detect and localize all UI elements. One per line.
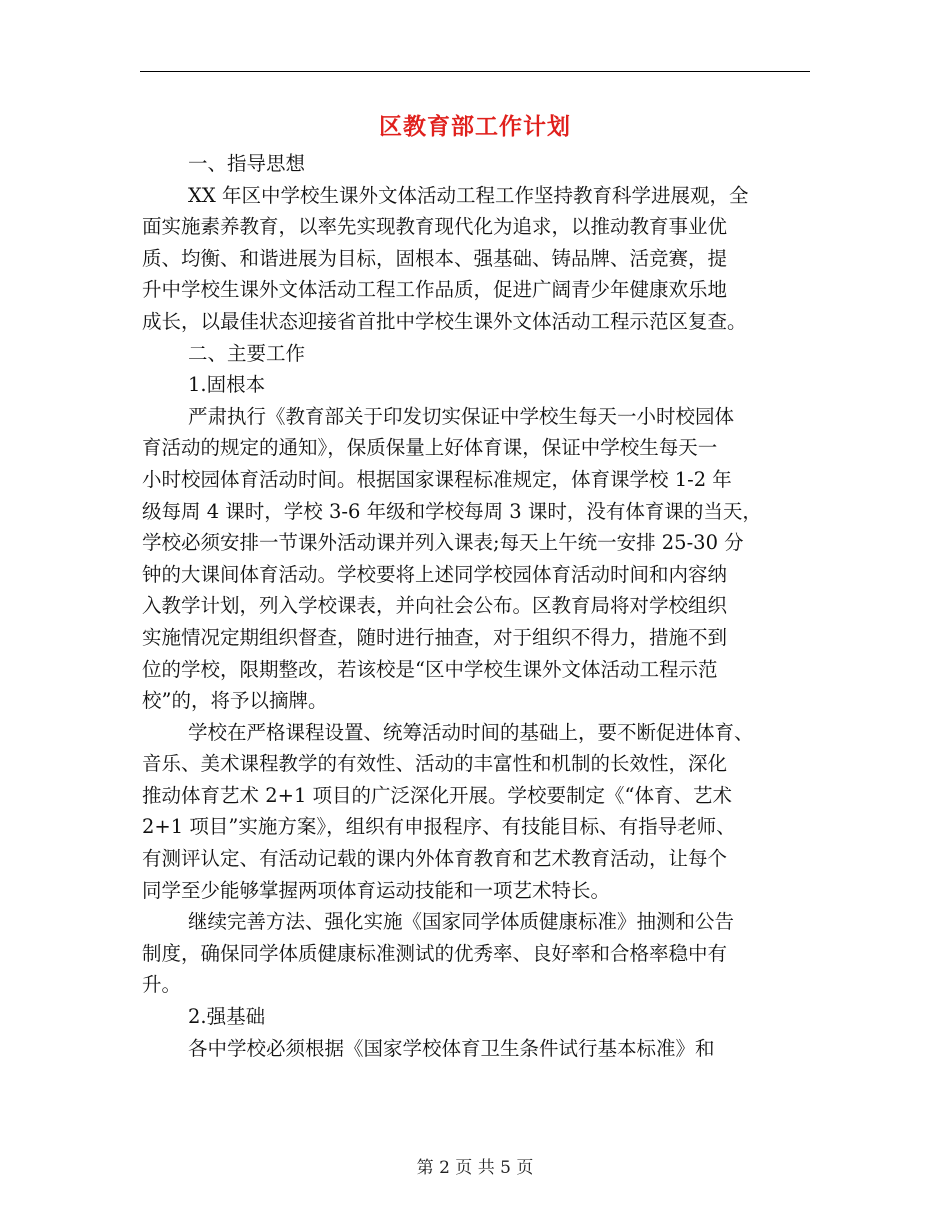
text-line: 学校必须安排一节课外活动课并列入课表;每天上午统一安排 25-30 分 [142,531,744,555]
text-line: 位的学校，限期整改，若该校是“区中学校生课外文体活动工程示范 [142,657,718,681]
text-line: 入教学计划，列入学校课表，并向社会公布。区教育局将对学校组织 [142,594,728,618]
text-line: 质、均衡、和谐进展为目标，固根本、强基础、铸品牌、活竞赛，提 [142,246,728,270]
text-line: 1.固根本 [188,373,266,397]
text-line: 有测评认定、有活动记载的课内外体育教育和艺术教育活动，让每个 [142,847,728,871]
text-line: 学校在严格课程设置、统筹活动时间的基础上，要不断促进体育、 [188,720,754,744]
text-line: 严肃执行《教育部关于印发切实保证中学校生每天一小时校园体 [188,404,735,428]
page-footer: 第 2 页 共 5 页 [416,1158,534,1178]
text-line: 升中学校生课外文体活动工程工作品质，促进广阔青少年健康欢乐地 [142,278,728,302]
text-line: 育活动的规定的通知》，保质保量上好体育课，保证中学校生每天一 [142,436,718,460]
text-line: 级每周 4 课时，学校 3-6 年级和学校每周 3 课时，没有体育课的当天， [142,499,762,523]
text-line: 各中学校必须根据《国家学校体育卫生条件试行基本标准》和 [188,1036,715,1060]
text-line: 继续完善方法、强化实施《国家同学体质健康标准》抽测和公告 [188,910,735,934]
text-line: 升。 [142,973,182,997]
text-line: 面实施素养教育，以率先实现教育现代化为追求，以推动教育事业优 [142,215,728,239]
document-title: 区教育部工作计划 [379,113,571,140]
text-line: 2+1 项目”实施方案》，组织有申报程序、有技能目标、有指导老师、 [142,815,736,839]
text-line: 推动体育艺术 2+1 项目的广泛深化开展。学校要制定《“体育、艺术 [142,783,733,807]
text-line: 一、指导思想 [188,152,306,175]
text-line: XX 年区中学校生课外文体活动工程工作坚持教育科学进展观，全 [188,183,749,207]
text-line: 成长，以最佳状态迎接省首批中学校生课外文体活动工程示范区复查。 [142,309,747,333]
header-rule [140,71,810,72]
text-line: 实施情况定期组织督查，随时进行抽查，对于组织不得力，措施不到 [142,625,728,649]
document-body [142,148,814,1064]
text-line: 钟的大课间体育活动。学校要将上述同学校园体育活动时间和内容纳 [142,562,728,586]
text-line: 制度，确保同学体质健康标准测试的优秀率、良好率和合格率稳中有 [142,941,728,965]
text-line: 音乐、美术课程教学的有效性、活动的丰富性和机制的长效性，深化 [142,752,728,776]
text-line: 2.强基础 [188,1005,266,1029]
text-line: 校”的，将予以摘牌。 [142,689,328,713]
text-line: 同学至少能够掌握两项体育运动技能和一项艺术特长。 [142,878,611,902]
text-line: 小时校园体育活动时间。根据国家课程标准规定，体育课学校 1-2 年 [142,467,732,491]
text-line: 二、主要工作 [188,341,306,365]
